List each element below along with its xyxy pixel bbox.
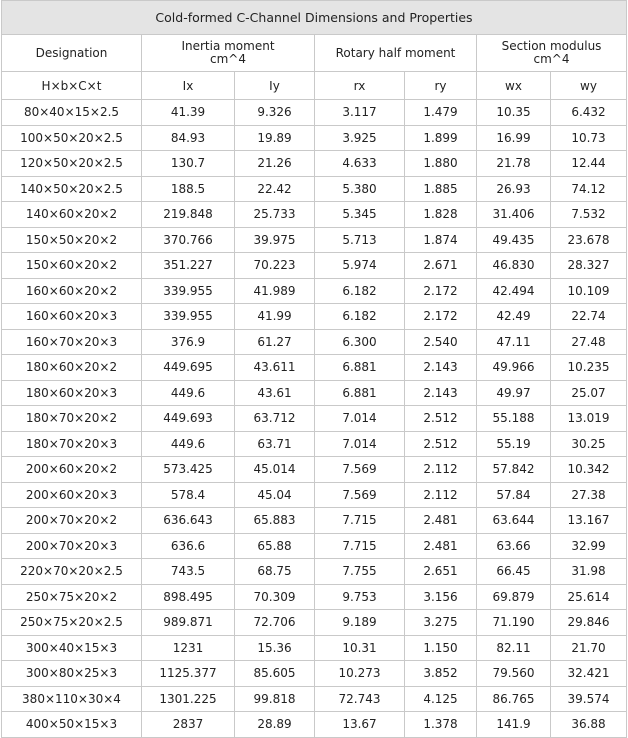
table-cell: 66.45: [477, 559, 551, 585]
table-row: [2, 610, 627, 636]
table-cell: 6.881: [315, 380, 405, 406]
table-cell: 2.481: [405, 533, 477, 559]
table-cell: 150×60×20×2: [2, 253, 142, 279]
table-cell: 63.71: [235, 431, 315, 457]
table-cell: 46.830: [477, 253, 551, 279]
table-cell: 16.99: [477, 125, 551, 151]
subheader-row: [2, 72, 627, 100]
table-cell: 7.715: [315, 508, 405, 534]
table-cell: 9.753: [315, 584, 405, 610]
table-cell: 10.342: [551, 457, 627, 483]
table-cell: 6.881: [315, 355, 405, 381]
table-cell: 4.633: [315, 151, 405, 177]
table-cell: 43.61: [235, 380, 315, 406]
header-section-unit: cm^4: [533, 52, 570, 66]
table-cell: 3.117: [315, 100, 405, 126]
table-cell: 449.6: [142, 380, 235, 406]
table-row: [2, 431, 627, 457]
table-cell: 10.109: [551, 278, 627, 304]
table-cell: 200×70×20×2: [2, 508, 142, 534]
table-cell: 250×75×20×2.5: [2, 610, 142, 636]
table-cell: 140×50×20×2.5: [2, 176, 142, 202]
table-cell: 2.481: [405, 508, 477, 534]
table-cell: 57.84: [477, 482, 551, 508]
table-cell: 7.715: [315, 533, 405, 559]
table-cell: 10.73: [551, 125, 627, 151]
table-cell: 5.380: [315, 176, 405, 202]
table-row: [2, 457, 627, 483]
table-cell: 55.188: [477, 406, 551, 432]
table-cell: 22.74: [551, 304, 627, 330]
table-cell: 7.569: [315, 457, 405, 483]
table-cell: 743.5: [142, 559, 235, 585]
table-cell: 9.189: [315, 610, 405, 636]
table-cell: 41.39: [142, 100, 235, 126]
table-cell: 1.378: [405, 712, 477, 738]
table-cell: 9.326: [235, 100, 315, 126]
table-title: Cold-formed C-Channel Dimensions and Properties: [2, 1, 627, 35]
table-cell: 1.150: [405, 635, 477, 661]
table-row: [2, 584, 627, 610]
table-cell: 49.97: [477, 380, 551, 406]
table-row: [2, 100, 627, 126]
table-cell: 1.899: [405, 125, 477, 151]
table-cell: 42.49: [477, 304, 551, 330]
table-cell: 6.300: [315, 329, 405, 355]
table-cell: 449.693: [142, 406, 235, 432]
table-cell: 180×70×20×2: [2, 406, 142, 432]
table-cell: 160×60×20×2: [2, 278, 142, 304]
table-row: [2, 278, 627, 304]
table-cell: 10.235: [551, 355, 627, 381]
table-cell: 22.42: [235, 176, 315, 202]
table-row: [2, 406, 627, 432]
table-cell: 578.4: [142, 482, 235, 508]
table-row: [2, 380, 627, 406]
table-cell: 65.88: [235, 533, 315, 559]
table-cell: 27.48: [551, 329, 627, 355]
table-cell: 1.828: [405, 202, 477, 228]
table-cell: 636.643: [142, 508, 235, 534]
table-cell: 72.743: [315, 686, 405, 712]
table-cell: 63.712: [235, 406, 315, 432]
subheader-cell: Iy: [235, 72, 315, 100]
table-cell: 370.766: [142, 227, 235, 253]
table-cell: 7.014: [315, 431, 405, 457]
table-cell: 376.9: [142, 329, 235, 355]
table-cell: 31.98: [551, 559, 627, 585]
title-row: [2, 1, 627, 35]
table-row: [2, 635, 627, 661]
table-cell: 25.733: [235, 202, 315, 228]
table-row: [2, 304, 627, 330]
table-cell: 45.014: [235, 457, 315, 483]
table-cell: 32.421: [551, 661, 627, 687]
table-cell: 7.569: [315, 482, 405, 508]
table-row: [2, 355, 627, 381]
table-cell: 13.167: [551, 508, 627, 534]
subheader-cell: H×b×C×t: [2, 72, 142, 100]
table-cell: 449.6: [142, 431, 235, 457]
table-cell: 3.925: [315, 125, 405, 151]
table-cell: 63.644: [477, 508, 551, 534]
table-cell: 250×75×20×2: [2, 584, 142, 610]
table-cell: 47.11: [477, 329, 551, 355]
table-cell: 10.31: [315, 635, 405, 661]
table-row: [2, 151, 627, 177]
table-cell: 82.11: [477, 635, 551, 661]
table-row: [2, 482, 627, 508]
header-inertia-unit: cm^4: [210, 52, 246, 66]
table-cell: 150×50×20×2: [2, 227, 142, 253]
c-channel-table: [1, 0, 627, 738]
subheader-cell: rx: [315, 72, 405, 100]
table-cell: 70.223: [235, 253, 315, 279]
table-cell: 180×60×20×2: [2, 355, 142, 381]
table-cell: 2.112: [405, 482, 477, 508]
table-cell: 2.143: [405, 380, 477, 406]
table-cell: 85.605: [235, 661, 315, 687]
table-cell: 2.512: [405, 406, 477, 432]
table-cell: 72.706: [235, 610, 315, 636]
table-cell: 160×70×20×3: [2, 329, 142, 355]
table-cell: 45.04: [235, 482, 315, 508]
table-cell: 39.574: [551, 686, 627, 712]
table-cell: 2.540: [405, 329, 477, 355]
table-cell: 79.560: [477, 661, 551, 687]
table-cell: 1.479: [405, 100, 477, 126]
table-cell: 5.345: [315, 202, 405, 228]
table-cell: 29.846: [551, 610, 627, 636]
table-cell: 27.38: [551, 482, 627, 508]
table-cell: 6.182: [315, 278, 405, 304]
table-cell: 1231: [142, 635, 235, 661]
header-section: [477, 35, 627, 72]
table-cell: 7.532: [551, 202, 627, 228]
table-cell: 43.611: [235, 355, 315, 381]
table-cell: 4.125: [405, 686, 477, 712]
table-row: [2, 176, 627, 202]
subheader-cell: ry: [405, 72, 477, 100]
table-cell: 180×60×20×3: [2, 380, 142, 406]
table-cell: 86.765: [477, 686, 551, 712]
table-cell: 2.671: [405, 253, 477, 279]
table-cell: 351.227: [142, 253, 235, 279]
header-inertia: [142, 35, 315, 72]
table-cell: 2.651: [405, 559, 477, 585]
table-cell: 31.406: [477, 202, 551, 228]
table-cell: 1.880: [405, 151, 477, 177]
table-cell: 25.614: [551, 584, 627, 610]
table-cell: 140×60×20×2: [2, 202, 142, 228]
table-cell: 2.112: [405, 457, 477, 483]
table-cell: 2.512: [405, 431, 477, 457]
table-cell: 380×110×30×4: [2, 686, 142, 712]
table-cell: 6.182: [315, 304, 405, 330]
table-cell: 2.143: [405, 355, 477, 381]
table-cell: 339.955: [142, 304, 235, 330]
header-rotary: Rotary half moment: [315, 35, 477, 72]
table-cell: 42.494: [477, 278, 551, 304]
table-cell: 339.955: [142, 278, 235, 304]
header-inertia-label: Inertia moment: [181, 39, 275, 53]
table-cell: 74.12: [551, 176, 627, 202]
table-cell: 1.885: [405, 176, 477, 202]
table-cell: 26.93: [477, 176, 551, 202]
table-body: [2, 100, 627, 738]
table-row: [2, 533, 627, 559]
subheader-cell: wy: [551, 72, 627, 100]
table-cell: 13.67: [315, 712, 405, 738]
table-cell: 5.713: [315, 227, 405, 253]
table-cell: 180×70×20×3: [2, 431, 142, 457]
table-cell: 21.70: [551, 635, 627, 661]
table-row: [2, 508, 627, 534]
table-cell: 49.966: [477, 355, 551, 381]
table-row: [2, 125, 627, 151]
table-cell: 449.695: [142, 355, 235, 381]
table-cell: 300×40×15×3: [2, 635, 142, 661]
table-cell: 69.879: [477, 584, 551, 610]
table-cell: 55.19: [477, 431, 551, 457]
table-row: [2, 712, 627, 738]
table-cell: 99.818: [235, 686, 315, 712]
table-cell: 300×80×25×3: [2, 661, 142, 687]
table-cell: 200×60×20×3: [2, 482, 142, 508]
table-cell: 7.014: [315, 406, 405, 432]
table-cell: 15.36: [235, 635, 315, 661]
table-cell: 36.88: [551, 712, 627, 738]
table-cell: 636.6: [142, 533, 235, 559]
table-cell: 3.275: [405, 610, 477, 636]
table-cell: 65.883: [235, 508, 315, 534]
table-cell: 200×70×20×3: [2, 533, 142, 559]
table-cell: 28.89: [235, 712, 315, 738]
table-row: [2, 559, 627, 585]
table-cell: 23.678: [551, 227, 627, 253]
table-cell: 3.156: [405, 584, 477, 610]
table-cell: 898.495: [142, 584, 235, 610]
table-cell: 41.989: [235, 278, 315, 304]
table-cell: 220×70×20×2.5: [2, 559, 142, 585]
table-cell: 188.5: [142, 176, 235, 202]
table-cell: 10.273: [315, 661, 405, 687]
table-cell: 1.874: [405, 227, 477, 253]
table-cell: 25.07: [551, 380, 627, 406]
table-cell: 63.66: [477, 533, 551, 559]
table-cell: 10.35: [477, 100, 551, 126]
table-cell: 32.99: [551, 533, 627, 559]
header-row: [2, 35, 627, 72]
table-cell: 12.44: [551, 151, 627, 177]
table-cell: 7.755: [315, 559, 405, 585]
table-cell: 1125.377: [142, 661, 235, 687]
table-cell: 200×60×20×2: [2, 457, 142, 483]
table-cell: 71.190: [477, 610, 551, 636]
table-cell: 19.89: [235, 125, 315, 151]
table-row: [2, 661, 627, 687]
subheader-cell: Ix: [142, 72, 235, 100]
table-cell: 68.75: [235, 559, 315, 585]
table-cell: 5.974: [315, 253, 405, 279]
table-cell: 120×50×20×2.5: [2, 151, 142, 177]
table-row: [2, 329, 627, 355]
table-cell: 2.172: [405, 278, 477, 304]
table-row: [2, 686, 627, 712]
table-cell: 21.78: [477, 151, 551, 177]
table-cell: 41.99: [235, 304, 315, 330]
table-cell: 130.7: [142, 151, 235, 177]
table-cell: 3.852: [405, 661, 477, 687]
table-cell: 28.327: [551, 253, 627, 279]
table-cell: 219.848: [142, 202, 235, 228]
table-row: [2, 227, 627, 253]
table-cell: 141.9: [477, 712, 551, 738]
subheader-cell: wx: [477, 72, 551, 100]
table-cell: 49.435: [477, 227, 551, 253]
table-row: [2, 253, 627, 279]
header-section-label: Section modulus: [501, 39, 602, 53]
table-cell: 57.842: [477, 457, 551, 483]
table-cell: 6.432: [551, 100, 627, 126]
table-cell: 21.26: [235, 151, 315, 177]
table-cell: 2837: [142, 712, 235, 738]
header-designation: Designation: [2, 35, 142, 72]
table-cell: 13.019: [551, 406, 627, 432]
table-cell: 1301.225: [142, 686, 235, 712]
table-cell: 39.975: [235, 227, 315, 253]
table-cell: 84.93: [142, 125, 235, 151]
table-cell: 573.425: [142, 457, 235, 483]
table-cell: 30.25: [551, 431, 627, 457]
table-cell: 2.172: [405, 304, 477, 330]
table-cell: 61.27: [235, 329, 315, 355]
table-cell: 80×40×15×2.5: [2, 100, 142, 126]
table-cell: 160×60×20×3: [2, 304, 142, 330]
table-cell: 989.871: [142, 610, 235, 636]
table-cell: 100×50×20×2.5: [2, 125, 142, 151]
table-row: [2, 202, 627, 228]
table-cell: 400×50×15×3: [2, 712, 142, 738]
table-cell: 70.309: [235, 584, 315, 610]
